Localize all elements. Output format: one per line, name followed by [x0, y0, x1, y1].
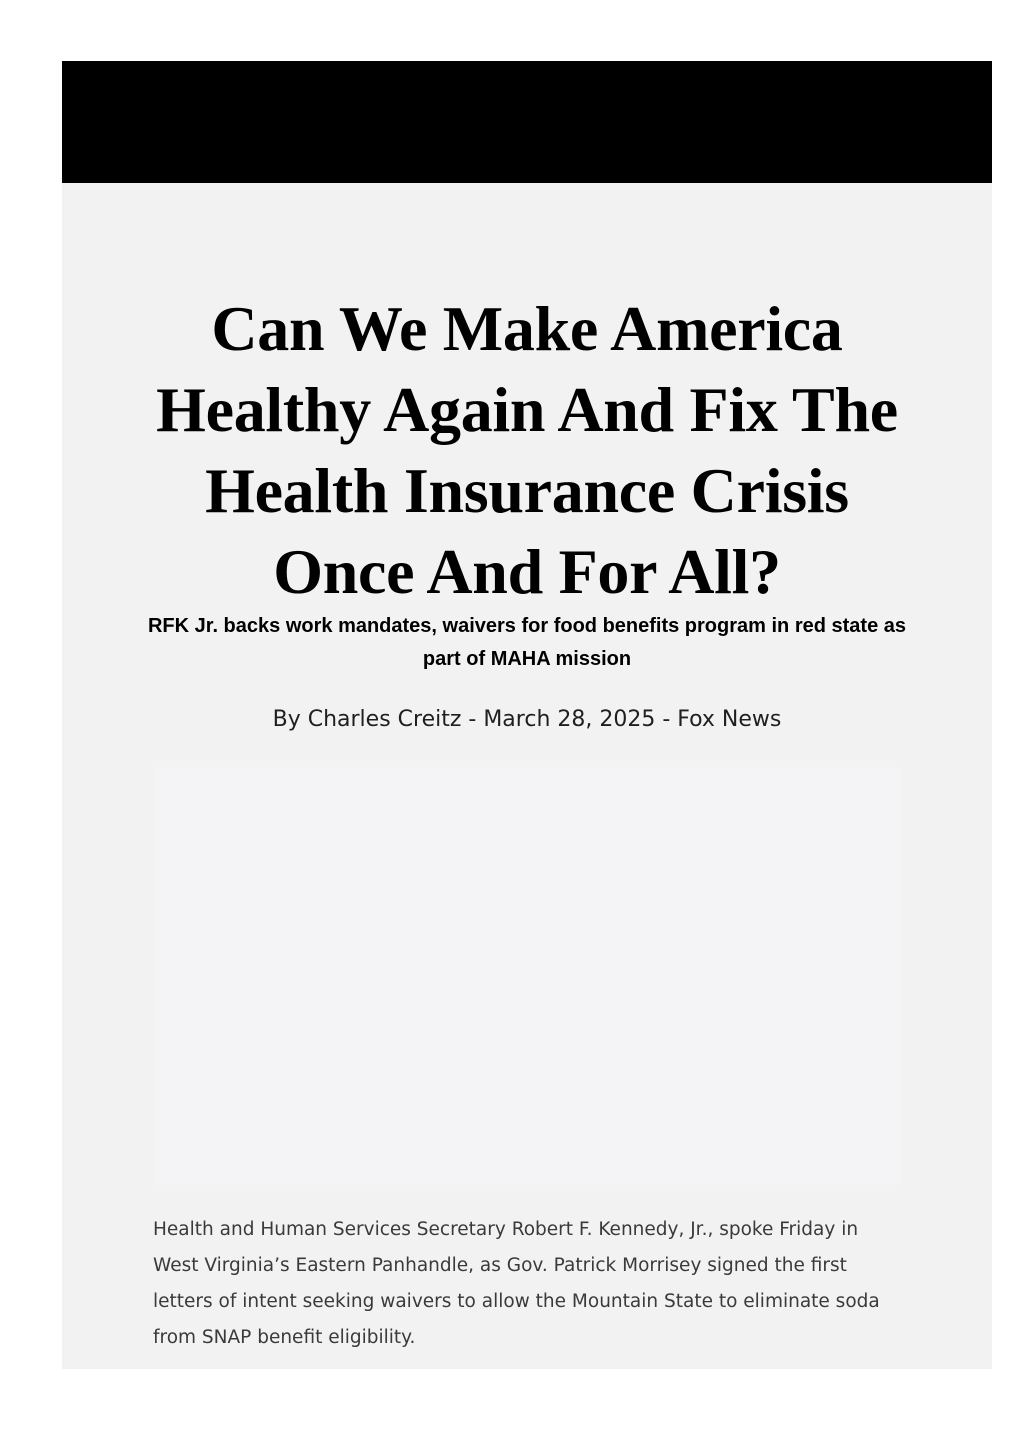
header-banner: [62, 61, 992, 183]
article-subheadline: RFK Jr. backs work mandates, waivers for food benefits program in red state as part of MAHA mission: [147, 615, 906, 670]
article-byline: By Charles Creitz - March 28, 2025 - Fox News: [272, 707, 782, 732]
article-image: [153, 767, 901, 1185]
article-headline: Can We Make America Healthy Again And Fix The Health Insurance Crisis Once And For All?: [156, 293, 898, 607]
article-body-paragraph: Health and Human Services Secretary Robert F. Kennedy, Jr., spoke Friday in West Virginia’s Eastern Panhandle, as Gov. Patrick Morrisey signed the first letters of intent seeking waivers to allow the Mountain State to eliminate soda from SNAP benefit eligibility.: [153, 1219, 880, 1348]
article-page: [62, 61, 992, 1369]
